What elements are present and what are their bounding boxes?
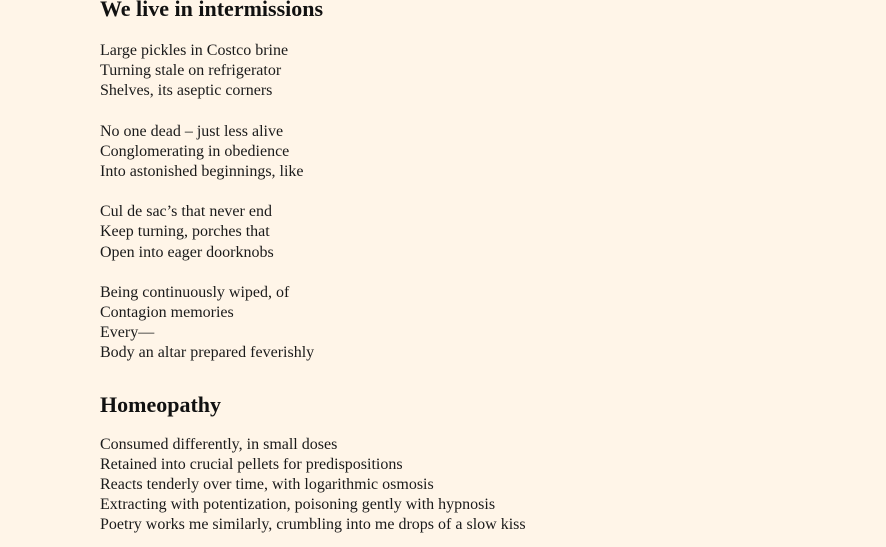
poem-line: Keep turning, porches that	[100, 223, 270, 241]
poem-line: Shelves, its aseptic corners	[100, 82, 273, 100]
stanza-3	[100, 202, 860, 263]
stanza-2	[100, 122, 860, 183]
poem-line: Body an altar prepared feverishly	[100, 344, 315, 362]
stanza-1	[100, 435, 860, 536]
poem-line: Every—	[100, 324, 155, 342]
poem-line: Open into eager doorknobs	[100, 243, 274, 261]
stanza-4	[100, 283, 860, 364]
poem-line: Extracting with potentization, poisoning gently with hypnosis	[100, 496, 496, 514]
poem-title: Homeopathy	[100, 391, 221, 417]
document-page	[100, 0, 860, 536]
poem-line: Contagion memories	[100, 304, 234, 322]
poem-line: Into astonished beginnings, like	[100, 163, 304, 181]
poem-line: Cul de sac’s that never end	[100, 203, 272, 221]
poem-line: No one dead – just less alive	[100, 122, 284, 140]
stanza-1	[100, 41, 860, 102]
poem-line: Turning stale on refrigerator	[100, 62, 282, 80]
poem-we-live-in-intermissions	[100, 0, 860, 364]
poem-line: Reacts tenderly over time, with logarithmic osmosis	[100, 476, 434, 494]
poem-homeopathy	[100, 392, 860, 536]
poem-line: Large pickles in Costco brine	[100, 42, 289, 59]
poem-line: Being continuously wiped, of	[100, 283, 290, 301]
poem-title: We live in intermissions	[100, 0, 324, 21]
poem-line: Retained into crucial pellets for predispositions	[100, 455, 403, 473]
poem-line: Conglomerating in obedience	[100, 142, 290, 160]
poem-line: Consumed differently, in small doses	[100, 435, 338, 453]
poem-line: Poetry works me similarly, crumbling into me drops of a slow kiss	[100, 516, 526, 534]
